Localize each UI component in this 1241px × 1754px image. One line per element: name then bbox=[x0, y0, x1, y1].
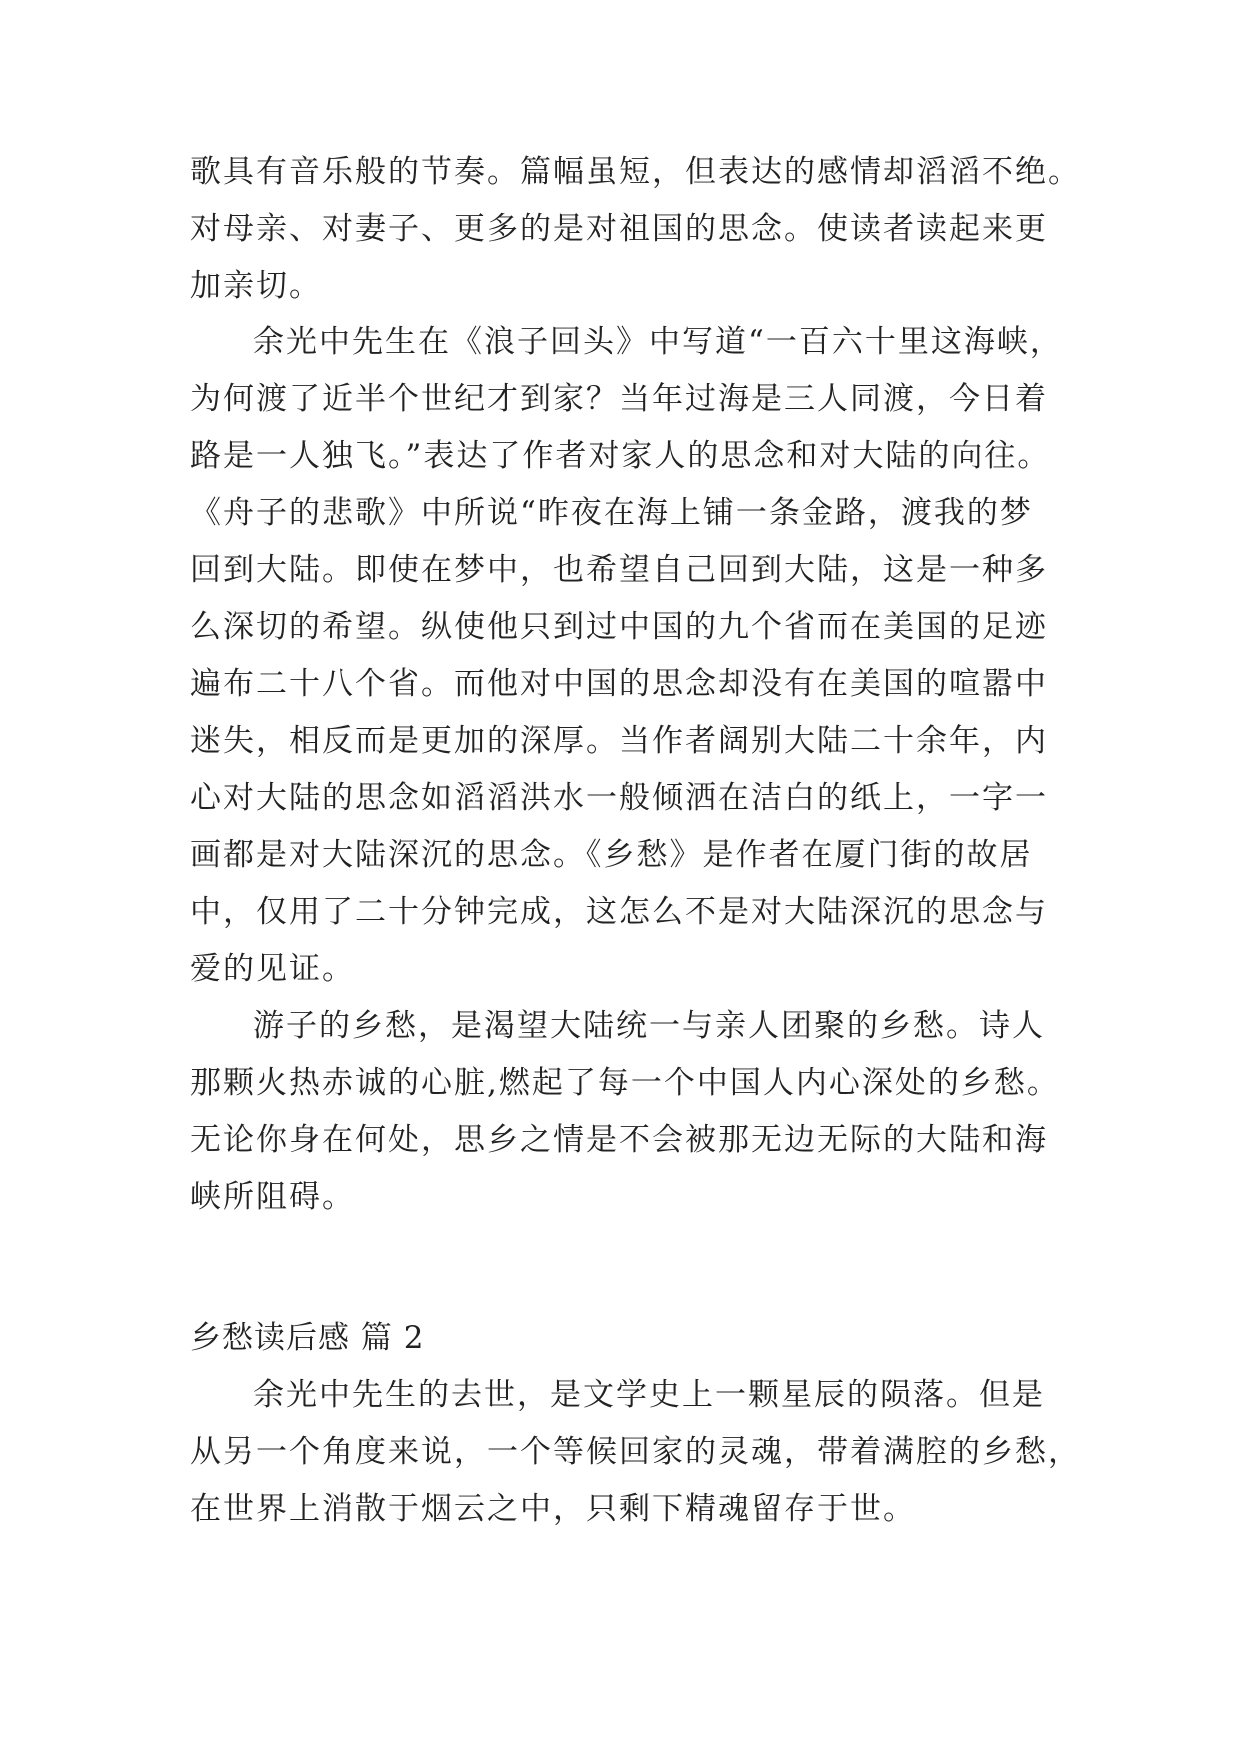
text-line: 么深切的希望。纵使他只到过中国的九个省而在美国的足迹 bbox=[190, 609, 1048, 645]
text-line: 回到大陆。即使在梦中，也希望自己回到大陆，这是一种多 bbox=[190, 552, 1048, 588]
text-line: 从另一个角度来说，一个等候回家的灵魂，带着满腔的乡愁， bbox=[190, 1434, 1081, 1470]
text-line: 为何渡了近半个世纪才到家？当年过海是三人同渡，今日着 bbox=[190, 381, 1048, 417]
paragraph-start-line: 余光中先生在《浪子回头》中写道“一百六十里这海峡， bbox=[253, 324, 1063, 360]
text-line: 加亲切。 bbox=[190, 268, 322, 304]
text-line: 在世界上消散于烟云之中，只剩下精魂留存于世。 bbox=[190, 1491, 916, 1527]
section-heading: 乡愁读后感 篇 2 bbox=[190, 1320, 425, 1356]
text-line: 歌具有音乐般的节奏。篇幅虽短，但表达的感情却滔滔不绝。 bbox=[190, 154, 1081, 190]
text-line: 爱的见证。 bbox=[190, 951, 355, 987]
text-line: 路是一人独飞。”表达了作者对家人的思念和对大陆的向往。 bbox=[190, 438, 1051, 474]
text-line: 迷失，相反而是更加的深厚。当作者阔别大陆二十余年，内 bbox=[190, 723, 1048, 759]
paragraph-start-line: 余光中先生的去世，是文学史上一颗星辰的陨落。但是 bbox=[253, 1377, 1045, 1413]
text-line: 《舟子的悲歌》中所说“昨夜在海上铺一条金路，渡我的梦 bbox=[190, 495, 1033, 531]
text-line: 峡所阻碍。 bbox=[190, 1179, 355, 1215]
text-line: 画都是对大陆深沉的思念。《乡愁》是作者在厦门街的故居 bbox=[190, 837, 1033, 873]
text-line: 中，仅用了二十分钟完成，这怎么不是对大陆深沉的思念与 bbox=[190, 894, 1048, 930]
text-line: 遍布二十八个省。而他对中国的思念却没有在美国的喧嚣中 bbox=[190, 666, 1048, 702]
text-line: 无论你身在何处，思乡之情是不会被那无边无际的大陆和海 bbox=[190, 1122, 1048, 1158]
text-line: 那颗火热赤诚的心脏,燃起了每一个中国人内心深处的乡愁。 bbox=[190, 1065, 1060, 1101]
text-line: 心对大陆的思念如滔滔洪水一般倾洒在洁白的纸上，一字一 bbox=[190, 780, 1048, 816]
text-line: 对母亲、对妻子、更多的是对祖国的思念。使读者读起来更 bbox=[190, 211, 1048, 247]
paragraph-start-line: 游子的乡愁，是渴望大陆统一与亲人团聚的乡愁。诗人 bbox=[253, 1008, 1045, 1044]
